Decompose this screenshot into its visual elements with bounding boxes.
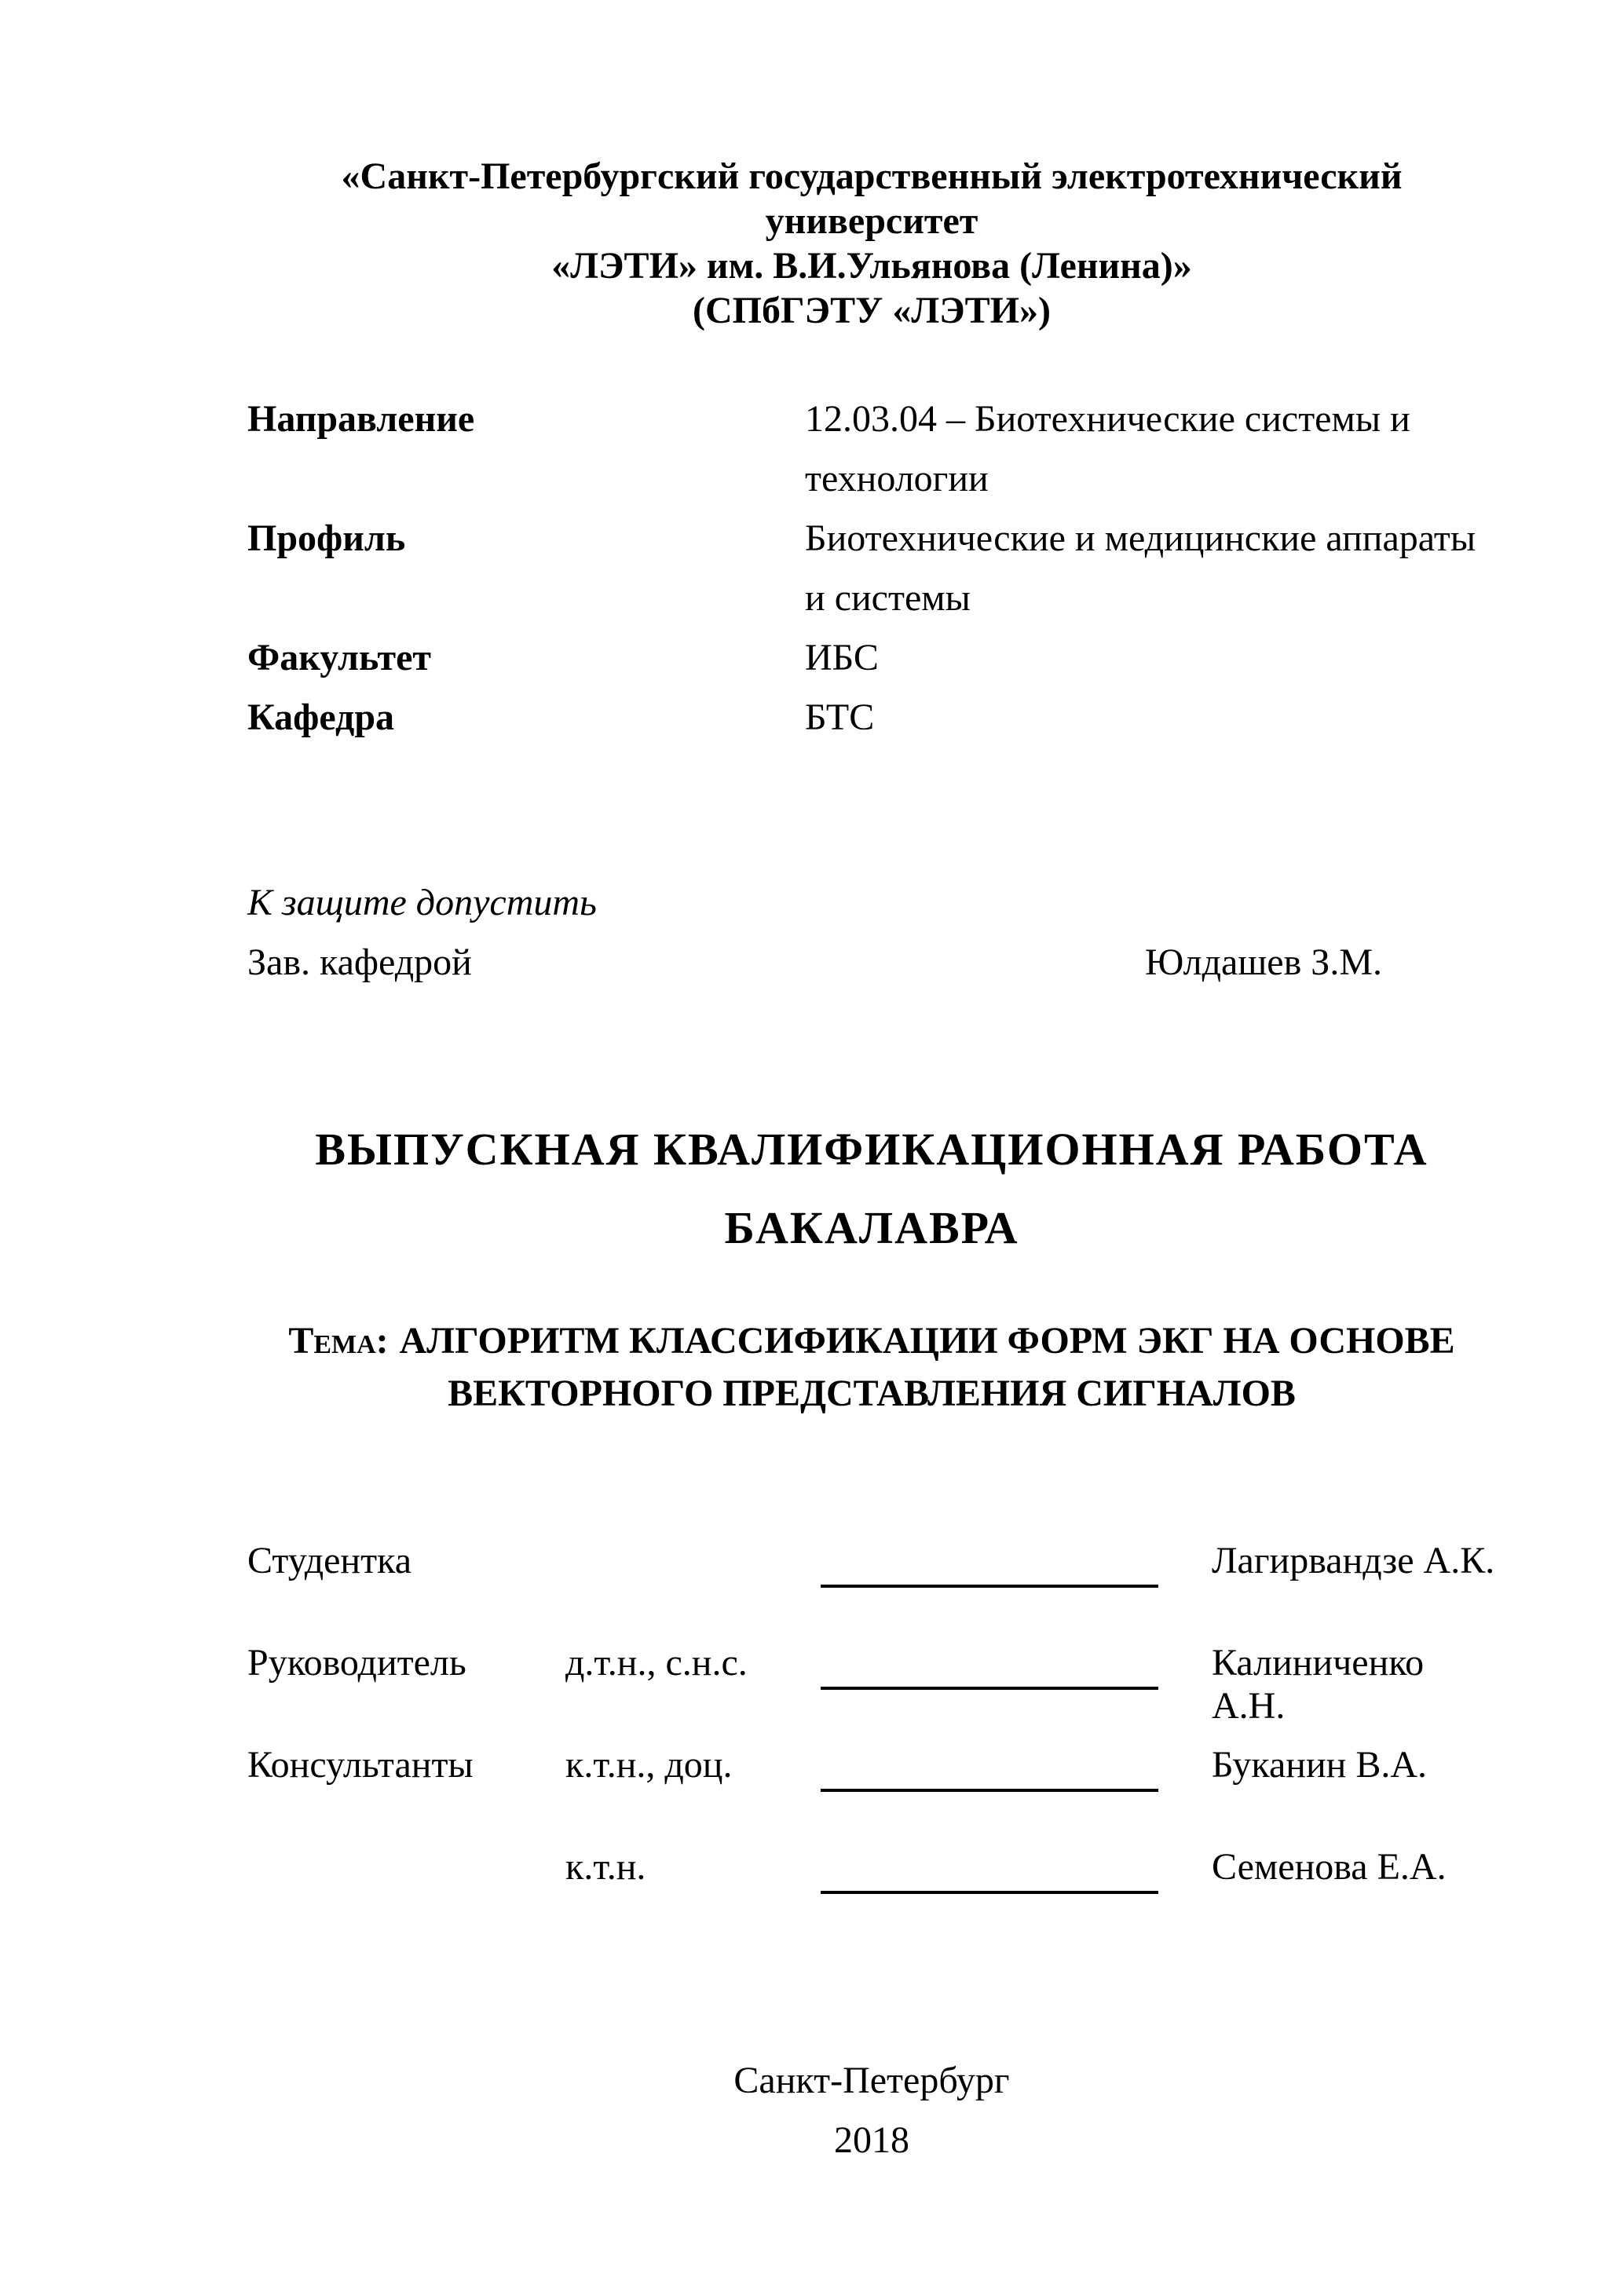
profile-value	[805, 509, 1496, 628]
footer-city: Санкт-Петербург	[733, 2060, 1010, 2101]
consultant1-signature-line	[821, 1743, 1158, 1792]
department-label: Кафедра	[247, 696, 395, 738]
admission-permit-line: К защите допустить	[247, 882, 597, 923]
field-profile	[247, 509, 1496, 628]
work-title-line2: БАКАЛАВРА	[724, 1202, 1019, 1253]
theme-line2: ВЕКТОРНОГО ПРЕДСТАВЛЕНИЯ СИГНАЛОВ	[448, 1373, 1296, 1414]
direction-label: Направление	[247, 398, 475, 440]
consultant1-degree: к.т.н., доц.	[565, 1744, 733, 1786]
profile-value-line1: Биотехнические и медицинские аппараты	[805, 517, 1476, 559]
supervisor-signature-line	[821, 1641, 1158, 1690]
consultant1-name: Буканин В.А.	[1212, 1744, 1428, 1786]
university-name-line2: «ЛЭТИ» им. В.И.Ульянова (Ленина)»	[551, 245, 1192, 287]
field-direction	[247, 389, 1496, 509]
university-header	[247, 154, 1496, 333]
student-signature-line	[821, 1539, 1158, 1588]
university-abbreviation: (СПбГЭТУ «ЛЭТИ»)	[693, 290, 1051, 331]
supervisor-name: Калиниченко А.Н.	[1212, 1642, 1425, 1727]
field-department	[247, 688, 1496, 748]
theme-line1: АЛГОРИТМ КЛАССИФИКАЦИИ ФОРМ ЭКГ НА ОСНОВЕ	[399, 1320, 1455, 1362]
faculty-value-line1: ИБС	[805, 637, 879, 678]
profile-label: Профиль	[247, 517, 406, 559]
department-value	[805, 688, 1496, 748]
department-head-name: Юлдашев З.М.	[1144, 941, 1382, 983]
direction-value-line2: технологии	[805, 458, 989, 499]
university-name-line1: «Санкт-Петербургский государственный электротехнический университет	[341, 155, 1403, 242]
consultant2-signature-line	[821, 1845, 1158, 1894]
direction-value	[805, 389, 1496, 509]
theme-block	[247, 1314, 1496, 1420]
signature-row-consultant1	[247, 1743, 1496, 1845]
department-value-line1: БТС	[805, 696, 875, 738]
profile-value-line2: и системы	[805, 577, 971, 619]
consultant2-degree: к.т.н.	[565, 1846, 646, 1888]
consultants-role-label: Консультанты	[247, 1744, 474, 1786]
supervisor-degree: д.т.н., с.н.с.	[565, 1642, 748, 1684]
student-name: Лагирвандзе А.К.	[1212, 1540, 1495, 1581]
footer-block	[247, 2051, 1496, 2170]
supervisor-role-label: Руководитель	[247, 1642, 466, 1684]
student-role-label: Студентка	[247, 1540, 411, 1581]
footer-year: 2018	[834, 2119, 909, 2161]
page-content	[247, 154, 1496, 2170]
signature-row-supervisor	[247, 1641, 1496, 1743]
work-title-line1: ВЫПУСКНАЯ КВАЛИФИКАЦИОННАЯ РАБОТА	[315, 1124, 1428, 1175]
work-title	[247, 1110, 1496, 1267]
admission-block	[247, 873, 1496, 993]
field-faculty	[247, 628, 1496, 688]
faculty-label: Факультет	[247, 637, 431, 678]
program-fields	[247, 389, 1496, 748]
faculty-value	[805, 628, 1496, 688]
direction-value-line1: 12.03.04 – Биотехнические системы и	[805, 398, 1410, 440]
theme-label: Тема:	[288, 1320, 389, 1362]
signature-row-student	[247, 1539, 1496, 1641]
signatures-block	[247, 1539, 1496, 1947]
signature-row-consultant2	[247, 1845, 1496, 1947]
consultant2-name: Семенова Е.А.	[1212, 1846, 1447, 1888]
department-head-row	[247, 933, 1496, 993]
department-head-position: Зав. кафедрой	[247, 941, 472, 983]
